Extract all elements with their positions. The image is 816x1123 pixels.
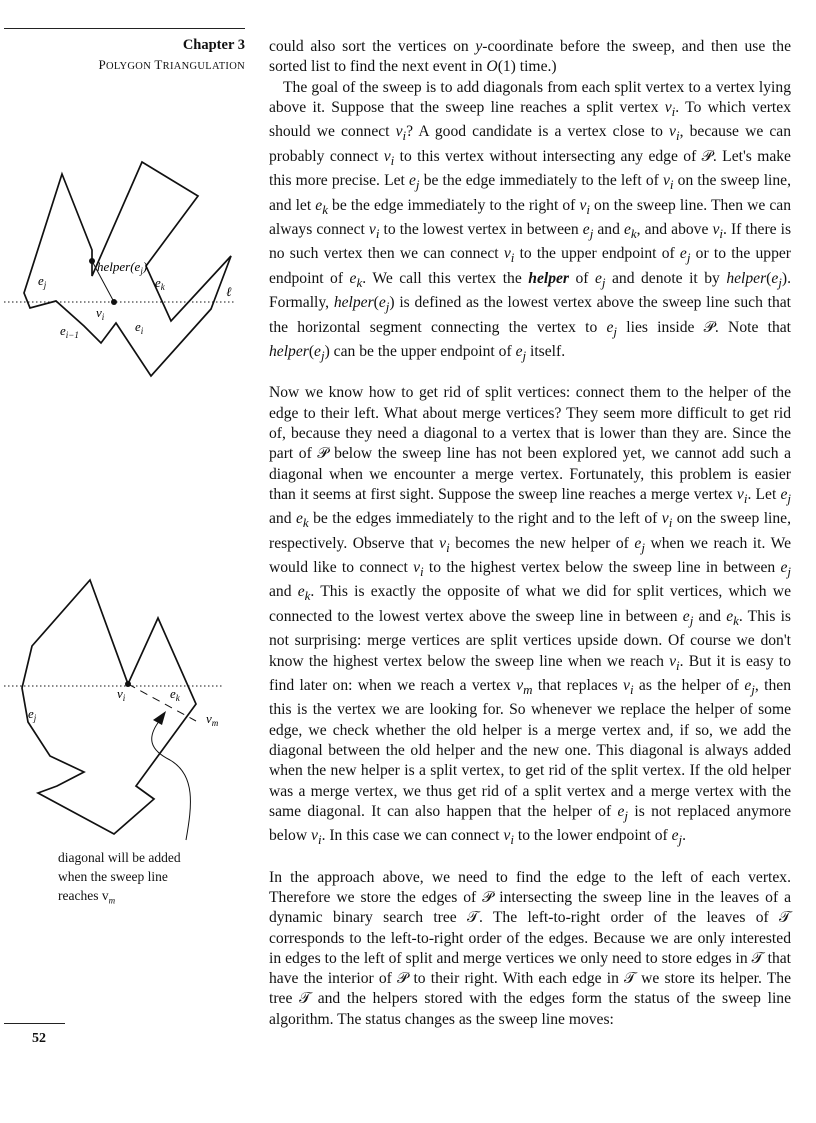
label-helper: $helper(e_j)$	[97, 259, 148, 276]
figure-merge	[0, 570, 260, 860]
merge-vertex-dot	[125, 681, 131, 687]
figure-helper	[0, 140, 260, 400]
margin-note-line-3	[58, 886, 258, 911]
label-ej: $e_j$	[28, 706, 37, 723]
paragraph-3: Now we know how to get rid of split vertices: connect them to the helper of the edge to their left. What about merge vertices? They seem more difficult to get rid of, because they need a diagonal to a vertex that is lower than they are. Since the part of 𝒫 below the sweep line has not been explored yet, we cannot add such a diagonal when we encounter a merge vertex. Fortunately, this problem is easier than it seems at first sight. Suppose the sweep line reaches a merge vertex $v_i$. Let $e_j$ and $e_k$ be the edges immediately to the right and to the left of $v_i$ on the sweep line, respectively. Observe that $v_i$ becomes the new helper of $e_j$ when we reach it. We would like to connect $v_i$ to the highest vertex below the sweep line in between $e_j$ and $e_k$. This is exactly the opposite of what we did for split vertices, which we connected to the lowest vertex above the sweep line in between $e_j$ and $e_k$. This is not surprising: merge vertices are split vertices upside down. Of course we don't know the highest vertex below the sweep line when we reach $v_i$. But it is easy to find later on: when we reach a vertex $v_m$ that replaces $v_i$ as the helper of $e_j$, then this is the vertex we are looking for. So whenever we replace the helper of some edge, we check whether the old helper is a merge vertex and, if so, we add the diagonal between the old helper and the new one. This diagonal is always added when the new helper is a split vertex, to get rid of the split vertex. If the old helper was a merge vertex, we thus get rid of a split vertex and a merge vertex with the same diagonal. It can also happen that the helper of $e_j$ is not replaced anymore below $v_i$. In this case we can connect $v_i$ to the lower endpoint of $e_j$.	[269, 384, 792, 848]
paragraph-4: In the approach above, we need to find the edge to the left of each vertex. Therefore we store the edges of 𝒫 intersecting the sweep line in the leaves of a dynamic binary search tree 𝒯. The left-to-right order of the leaves of 𝒯 corresponds to the left-to-right order of the edges. Because we are only interested in edges to the left of split and merge vertices we only need to store edges in 𝒯 that have the interior of 𝒫 to their right. With each edge in 𝒯 we store its helper. The tree 𝒯 and the helpers stored with the edges form the status of the sweep line algorithm. The status changes as the sweep line moves:	[269, 868, 791, 1028]
figure-merge-svg	[0, 570, 260, 860]
margin-note-line-1: diagonal will be added	[58, 850, 181, 865]
chapter-title-rest-1: OLYGON	[106, 61, 152, 72]
label-vi: $v_i$	[96, 305, 105, 322]
paragraph-1: could also sort the vertices on y-coordinate before the sweep, and then use the sorted list to find the next event in O(1) time.)	[269, 38, 791, 76]
footer-rule	[4, 1023, 65, 1024]
label-vm: $v_m$	[206, 711, 219, 728]
margin-note	[58, 848, 258, 911]
label-ei-minus-1: $e_{i-1}$	[60, 323, 79, 340]
label-sweep-line: ℓ	[226, 284, 232, 299]
margin-note-line-3-text: reaches v	[58, 888, 109, 903]
label-ek: $e_k$	[170, 686, 180, 703]
page-number: 52	[32, 1031, 46, 1046]
margin-note-line-2: when the sweep line	[58, 869, 168, 884]
chapter-title-rest-2: RIANGULATION	[162, 61, 245, 72]
label-vi: $v_i$	[117, 686, 126, 703]
figure-helper-svg	[0, 140, 260, 400]
chapter-title	[98, 57, 245, 73]
label-ei: $e_i$	[135, 319, 144, 336]
margin-note-line-3-sub: m	[108, 895, 116, 906]
helper-vertex-dot	[89, 258, 95, 264]
annotation-arrowhead	[153, 711, 166, 725]
paragraph-2: The goal of the sweep is to add diagonals from each split vertex to a vertex lying above it. Suppose that the sweep line reaches a split vertex $v_i$. To which vertex should we connect $v_i$? A good candidate is a vertex close to $v_i$, because we can probably connect $v_i$ to this vertex without intersecting any edge of 𝒫. Let's make this more precise. Let $e_j$ be the edge immediately to the left of $v_i$ on the sweep line, and let $e_k$ be the edge immediately to the right of $v_i$ on the sweep line. Then we can always connect $v_i$ to the lowest vertex in between $e_j$ and $e_k$, and above $v_i$. If there is no such vertex then we can connect $v_i$ to the upper endpoint of $e_j$ or to the upper endpoint of $e_k$. We call this vertex the helper of $e_j$ and denote it by $helper(e_j)$. Formally, $helper(e_j)$ is defined as the lowest vertex above the sweep line such that the horizontal segment connecting the vertex to $e_j$ lies inside 𝒫. Note that $helper(e_j)$ can be the upper endpoint of $e_j$ itself.	[269, 78, 792, 364]
chapter-title-initial-1: P	[98, 57, 106, 72]
label-ek: $e_k$	[155, 275, 165, 292]
header-rule	[4, 28, 245, 29]
split-vertex-dot	[111, 299, 117, 305]
chapter-title-initial-2: T	[154, 57, 163, 72]
chapter-label: Chapter 3	[182, 37, 245, 53]
label-ej: $e_j$	[38, 273, 47, 290]
body-text	[269, 37, 791, 1030]
